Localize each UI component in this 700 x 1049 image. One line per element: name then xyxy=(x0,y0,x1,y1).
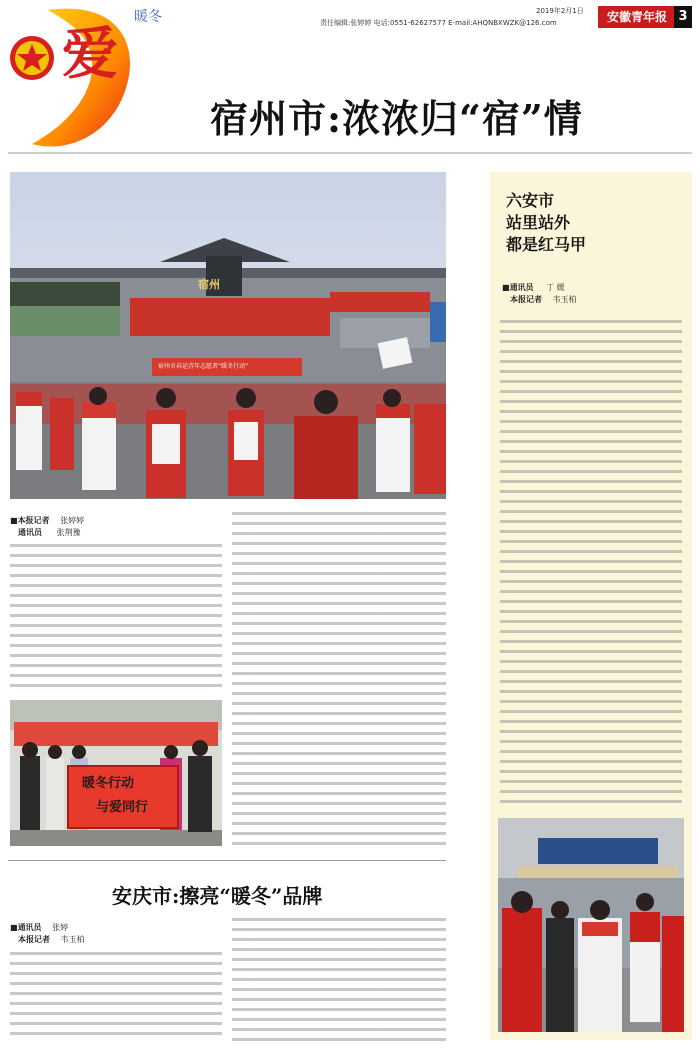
logo-sub-character: 途 xyxy=(34,102,61,132)
anqing-headline: 安庆市:擦亮“暖冬”品牌 xyxy=(112,884,323,908)
section-divider xyxy=(8,860,446,861)
sidebar-title-line: 站里站外 xyxy=(506,213,571,232)
byline-label: 通讯员 xyxy=(509,283,534,292)
masthead-title: 安徽青年报 xyxy=(606,10,667,24)
byline-name: 张婷 xyxy=(52,923,69,932)
station-hall-photo xyxy=(498,818,684,1032)
page-number: 3 xyxy=(674,6,692,28)
sidebar-title-line: 六安市 xyxy=(506,191,555,210)
station-sign: 宿州 xyxy=(198,278,220,291)
byline-name: 张婷婷 xyxy=(60,516,85,525)
sidebar-byline: ■通讯员 丁 媛 本报记者 韦玉柏 xyxy=(502,283,577,304)
byline-name: 张荆豫 xyxy=(56,528,81,537)
byline-name: 丁 媛 xyxy=(546,283,565,292)
article1-text-col2 xyxy=(232,512,446,848)
issue-date: 2019年2月1日 xyxy=(536,7,584,15)
header-rule xyxy=(8,152,692,154)
byline-name: 韦玉柏 xyxy=(60,935,85,944)
luan-sidebar xyxy=(490,172,692,1040)
byline-label: 本报记者 xyxy=(510,295,542,304)
sidebar-title xyxy=(506,190,586,256)
banner-group-photo xyxy=(10,700,222,846)
article1-byline: ■本报记者 张婷婷 通讯员 张荆豫 xyxy=(10,516,85,537)
article2-text-col2 xyxy=(232,918,446,1042)
main-headline: 宿州市:浓浓归“宿”情 xyxy=(210,96,583,141)
byline-label: 本报记者 xyxy=(17,516,50,525)
newspaper-masthead xyxy=(598,6,692,28)
volunteer-banner-text: 宿州市春运青年志愿者“暖冬行动” xyxy=(158,363,249,370)
banner-line-2: 与爱同行 xyxy=(96,800,149,815)
logo-character: 爱 xyxy=(62,21,118,87)
byline-name: 韦玉柏 xyxy=(552,295,577,304)
article2-text-col1 xyxy=(10,952,222,1042)
sidebar-text xyxy=(500,320,682,810)
article2-byline: ■通讯员 张婷 本报记者 韦玉柏 xyxy=(10,923,85,944)
banner-line-1: 暖冬行动 xyxy=(82,776,135,791)
article1-text-col1 xyxy=(10,544,222,692)
section-tag: 暖冬 xyxy=(134,9,162,25)
station-volunteers-photo xyxy=(10,172,446,499)
byline-label: 通讯员 xyxy=(17,923,42,932)
byline-label: 通讯员 xyxy=(18,528,42,537)
sidebar-title-line: 都是红马甲 xyxy=(506,235,587,254)
byline-label: 本报记者 xyxy=(18,935,50,944)
editor-contact: 责任编辑:张婷婷 电话:0551-62627577 E-mail:AHQNBXWZK@126.com xyxy=(320,19,557,27)
